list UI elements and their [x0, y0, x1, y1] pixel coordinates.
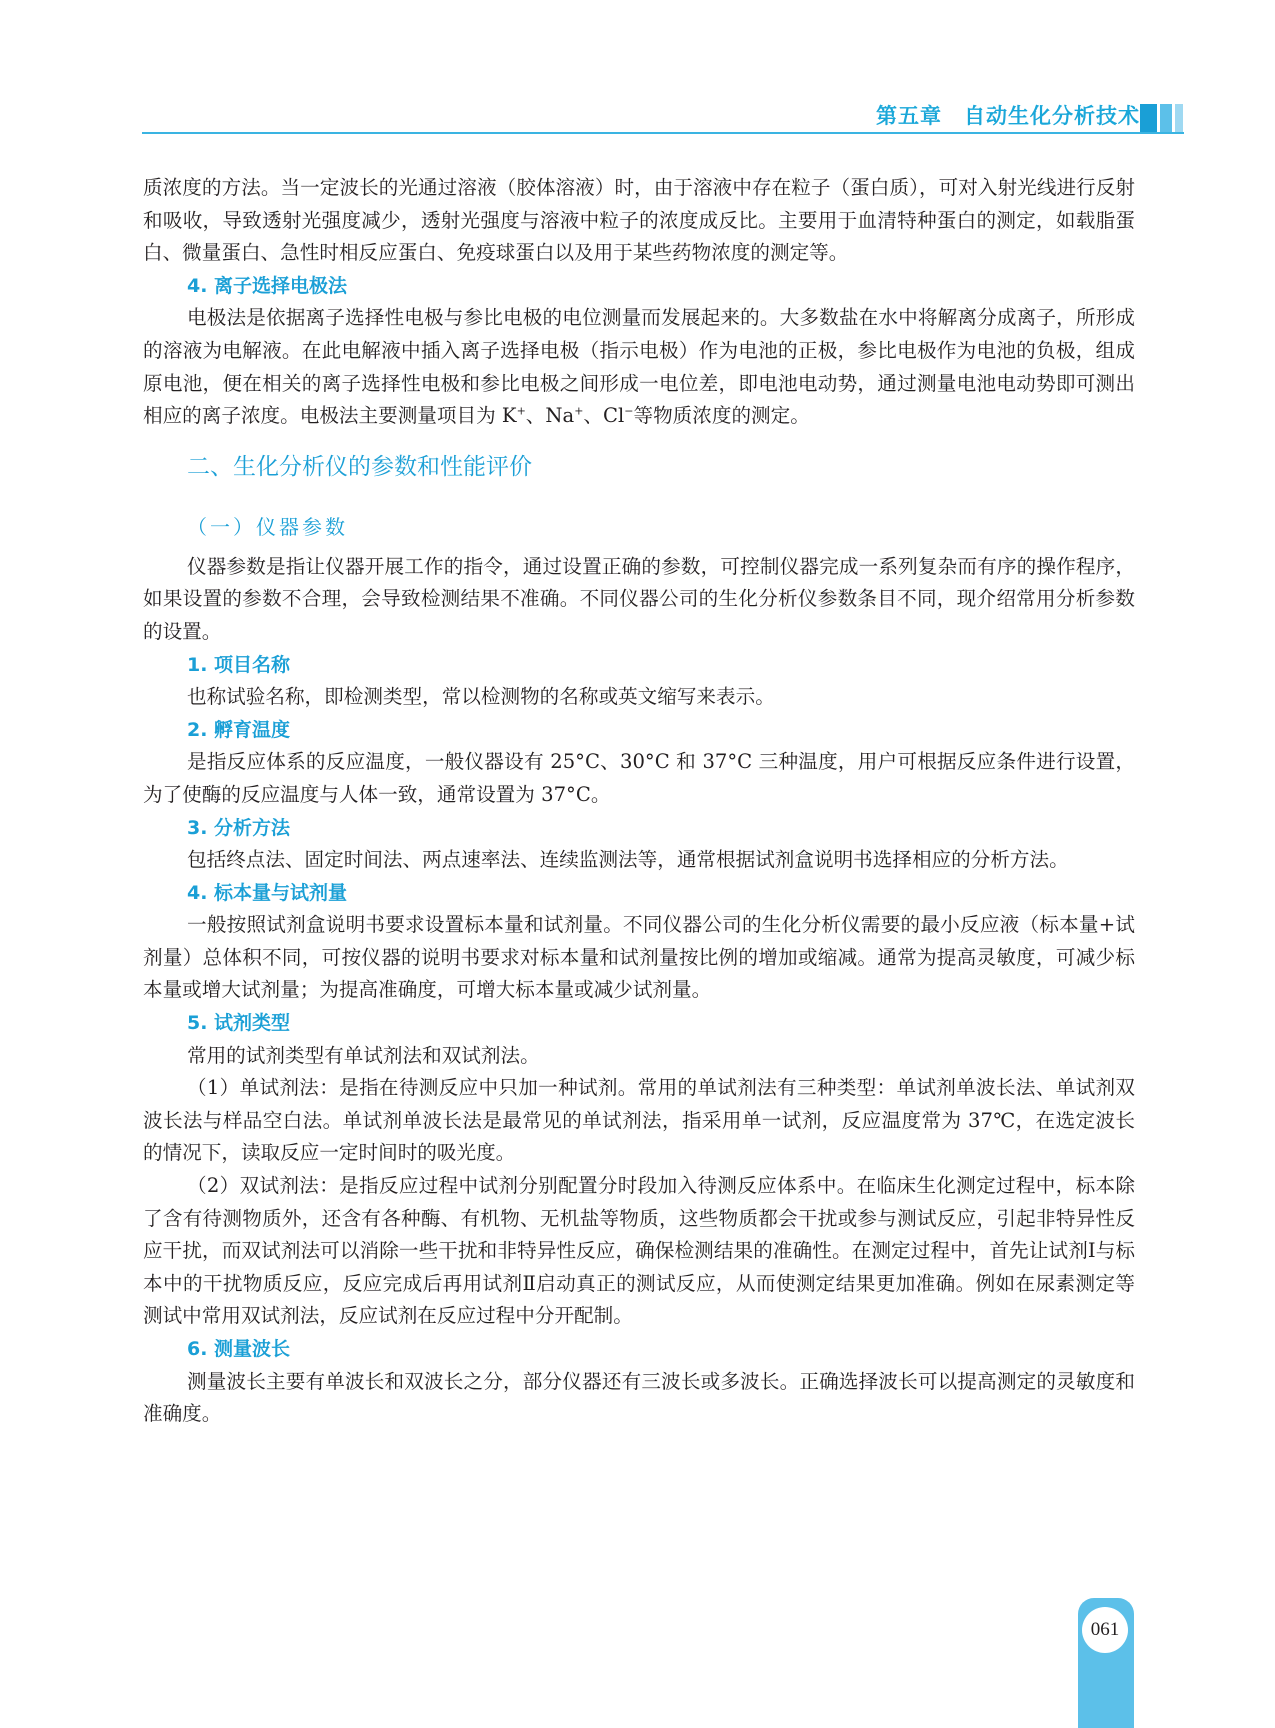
chapter-number: 第五章 [876, 104, 942, 128]
paragraph: （2）双试剂法：是指反应过程中试剂分别配置分时段加入待测反应体系中。在临床生化测定过程中，标本除了含有待测物质外，还含有各种酶、有机物、无机盐等物质，这些物质都会干扰或参与测试反应，引起非特异性反应干扰，而双试剂法可以消除一些干扰和非特异性反应，确保检测结果的准确性。在测定过程中，首先让试剂Ⅰ与标本中的干扰物质反应，反应完成后再用试剂Ⅱ启动真正的测试反应，从而使测定结果更加准确。例如在尿素测定等测试中常用双试剂法，反应试剂在反应过程中分开配制。 [143, 1174, 1135, 1328]
header-block [1140, 104, 1157, 134]
paragraph: 常用的试剂类型有单试剂法和双试剂法。 [187, 1043, 540, 1067]
subsection-title: （一）仪器参数 [187, 514, 348, 539]
subheading: 1. 项目名称 [187, 653, 291, 676]
header-rule [142, 132, 1184, 134]
page-body [143, 172, 1135, 1431]
chapter-title: 自动生化分析技术 [964, 104, 1140, 128]
subheading: 4. 离子选择电极法 [187, 274, 348, 297]
text-run: 等物质浓度的测定。 [633, 404, 810, 428]
superscript: − [624, 404, 634, 418]
subheading: 3. 分析方法 [187, 816, 291, 839]
subheading: 2. 孵育温度 [187, 718, 291, 741]
subheading: 5. 试剂类型 [187, 1012, 291, 1035]
paragraph: 测量波长主要有单波长和双波长之分，部分仪器还有三波长或多波长。正确选择波长可以提高测定的灵敏度和准确度。 [143, 1369, 1135, 1426]
page-number: 061 [1082, 1607, 1128, 1653]
header-block [1175, 104, 1183, 134]
paragraph: （1）单试剂法：是指在待测反应中只加一种试剂。常用的单试剂法有三种类型：单试剂单波长法、单试剂双波长法与样品空白法。单试剂单波长法是最常见的单试剂法，指采用单一试剂，反应温度常为 37℃，在选定波长的情况下，读取反应一定时间时的吸光度。 [143, 1076, 1135, 1165]
paragraph: 也称试验名称，即检测类型，常以检测物的名称或英文缩写来表示。 [187, 685, 775, 709]
running-header [0, 100, 1140, 130]
superscript: + [574, 404, 584, 418]
section-title: 二、生化分析仪的参数和性能评价 [187, 453, 532, 480]
text-run: 电极法是依据离子选择性电极与参比电极的电位测量而发展起来的。大多数盐在水中将解离分成离子，所形成的溶液为电解液。在此电解液中插入离子选择电极（指示电极）作为电池的正极，参比电极作为电池的负极，组成原电池，便在相关的离子选择性电极和参比电极之间形成一电位差，即电池电动势，通过测量电池电动势即可测出相应的离子浓度。电极法主要测量项目为 K [143, 306, 1135, 428]
paragraph: 一般按照试剂盒说明书要求设置标本量和试剂量。不同仪器公司的生化分析仪需要的最小反应液（标本量+试剂量）总体积不同，可按仪器的说明书要求对标本量和试剂量按比例的增加或缩减。通常为提高灵敏度，可减少标本量或增大试剂量；为提高准确度，可增大标本量或减少试剂量。 [143, 913, 1135, 1002]
superscript: + [516, 404, 526, 418]
text-run: 、Cl [583, 404, 625, 428]
paragraph [143, 302, 1135, 432]
paragraph: 仪器参数是指让仪器开展工作的指令，通过设置正确的参数，可控制仪器完成一系列复杂而有序的操作程序，如果设置的参数不合理，会导致检测结果不准确。不同仪器公司的生化分析仪参数条目不同，现介绍常用分析参数的设置。 [143, 554, 1135, 643]
subheading: 4. 标本量与试剂量 [187, 881, 348, 904]
header-decoration [1140, 104, 1183, 134]
text-run: 、Na [525, 404, 575, 428]
header-block [1160, 104, 1172, 134]
paragraph: 是指反应体系的反应温度，一般仪器设有 25°C、30°C 和 37°C 三种温度，用户可根据反应条件进行设置，为了使酶的反应温度与人体一致，通常设置为 37°C。 [143, 750, 1135, 806]
paragraph: 包括终点法、固定时间法、两点速率法、连续监测法等，通常根据试剂盒说明书选择相应的分析方法。 [187, 848, 1069, 872]
paragraph: 质浓度的方法。当一定波长的光通过溶液（胶体溶液）时，由于溶液中存在粒子（蛋白质），可对入射光线进行反射和吸收，导致透射光强度减少，透射光强度与溶液中粒子的浓度成反比。主要用于血清特种蛋白的测定，如载脂蛋白、微量蛋白、急性时相反应蛋白、免疫球蛋白以及用于某些药物浓度的测定等。 [143, 176, 1135, 265]
subheading: 6. 测量波长 [187, 1338, 291, 1360]
